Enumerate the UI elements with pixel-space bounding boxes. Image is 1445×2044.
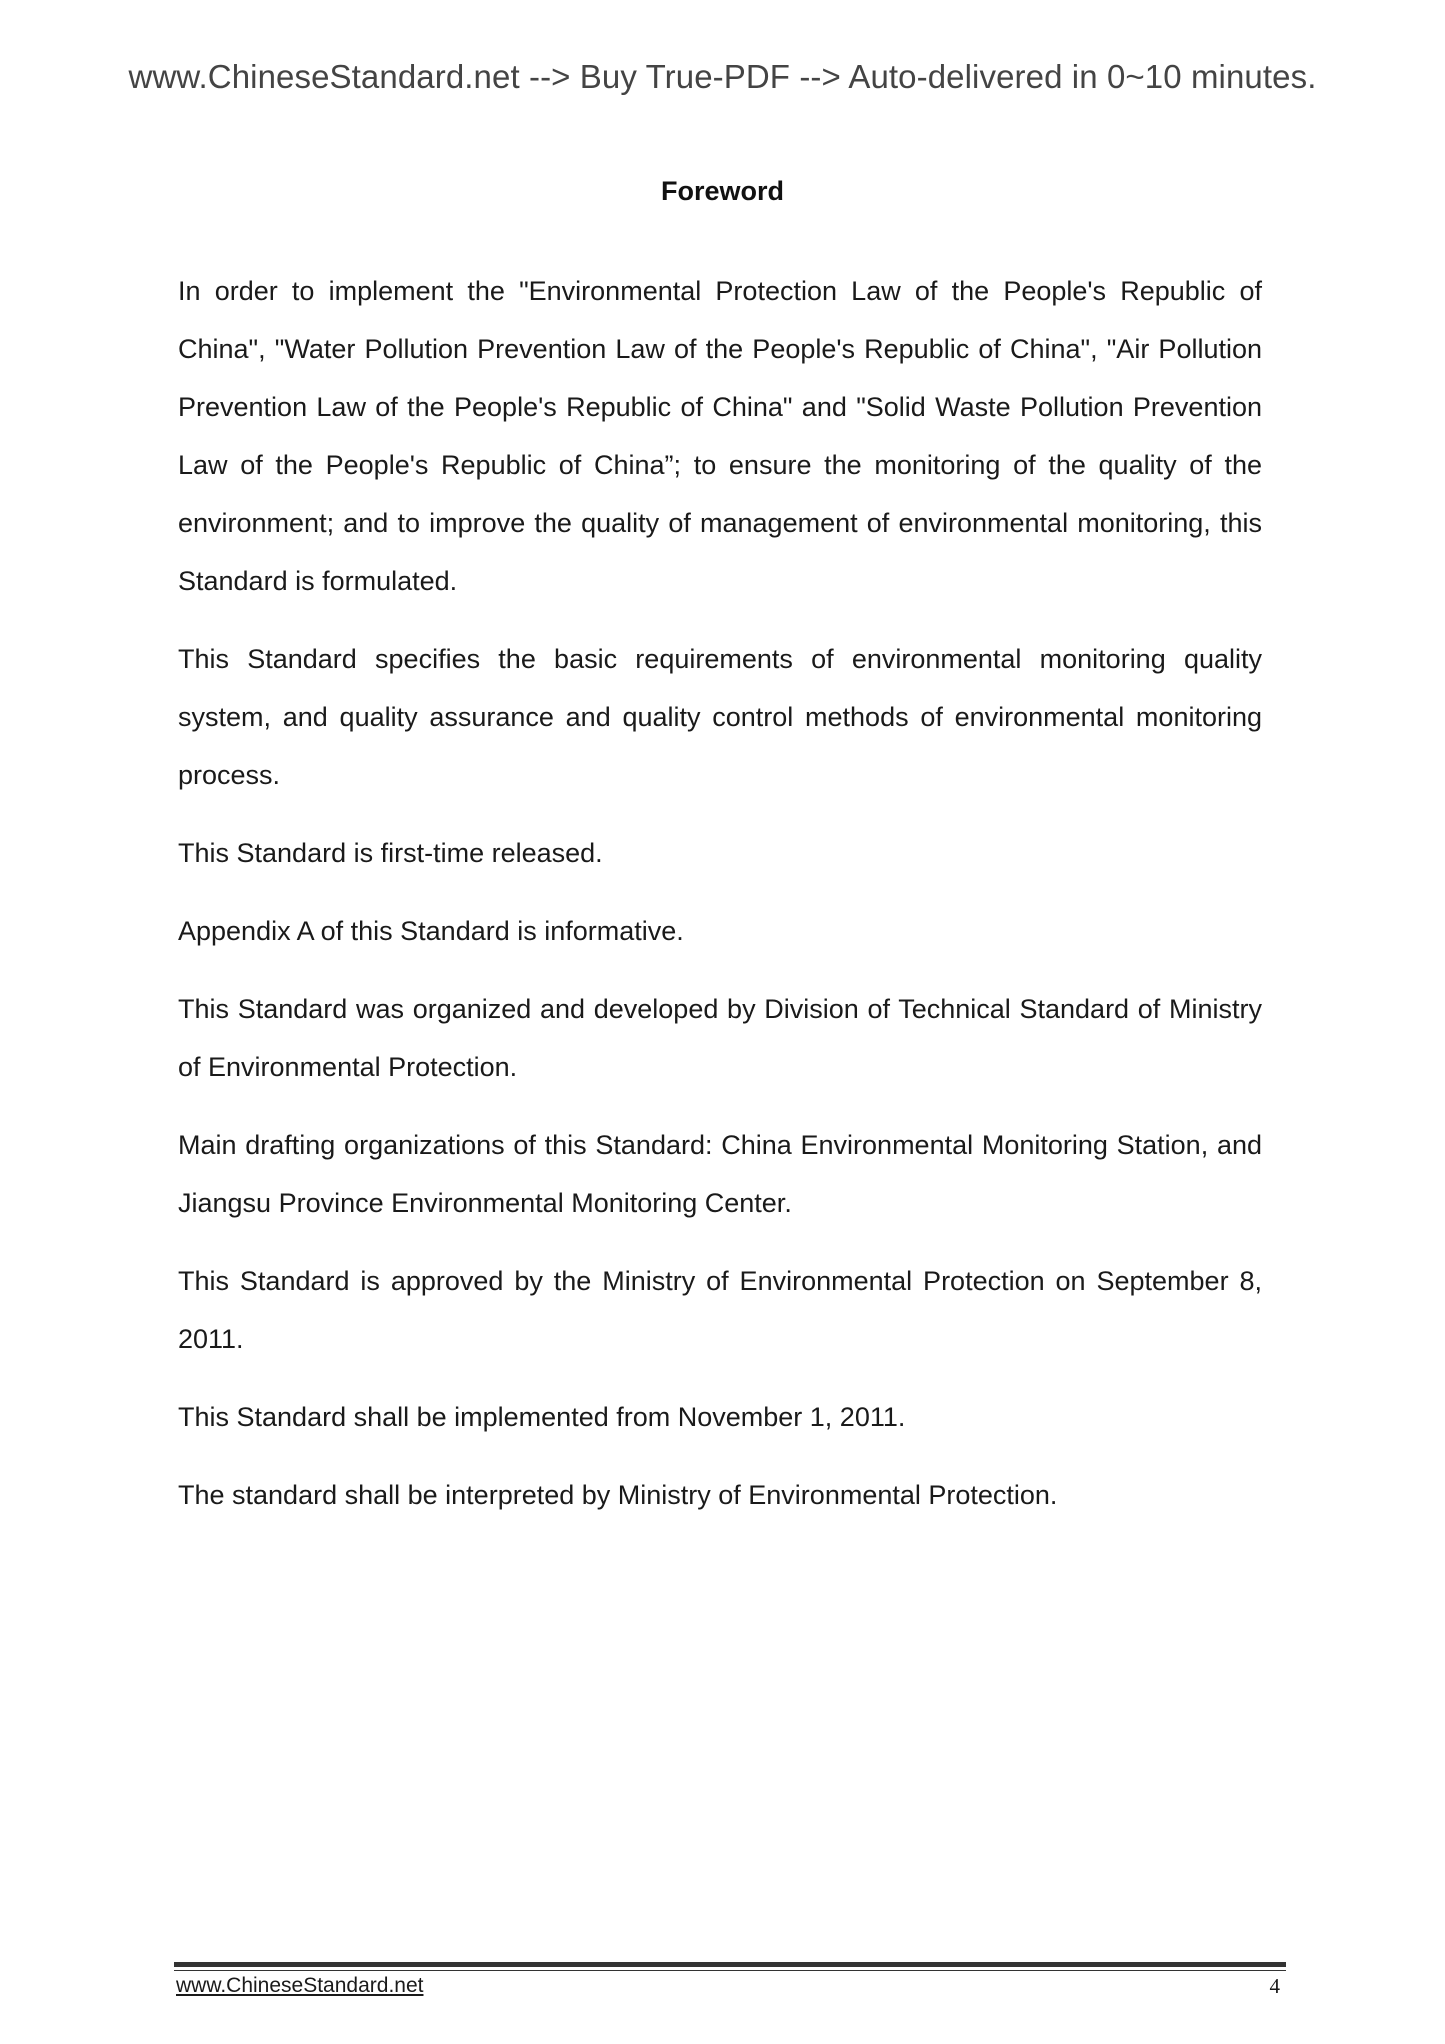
document-body — [178, 262, 1262, 1544]
paragraph-purpose: In order to implement the "Environmental Protection Law of the People's Republic of China", "Water Pollution Prevention Law of the People's Republic of China", "Air Pollution Prevention Law of the People's Republic of China" and "Solid Waste Pollution Prevention Law of the People's Republic of China”; to ensure the monitoring of the quality of the environment; and to improve the quality of management of environmental monitoring, this Standard is formulated. — [178, 276, 1262, 596]
paragraph-organizer: This Standard was organized and developed by Division of Technical Standard of Ministry of Environmental Protection. — [178, 994, 1262, 1082]
paragraph-implementation: This Standard shall be implemented from November 1, 2011. — [178, 1402, 906, 1432]
paragraph-release: This Standard is first-time released. — [178, 838, 603, 868]
paragraph-interpretation: The standard shall be interpreted by Ministry of Environmental Protection. — [178, 1480, 1058, 1510]
paragraph-appendix: Appendix A of this Standard is informative. — [178, 916, 684, 946]
page-title: Foreword — [660, 176, 784, 206]
footer-website-link[interactable]: www.ChineseStandard.net — [176, 1974, 424, 1997]
paragraph-drafters: Main drafting organizations of this Standard: China Environmental Monitoring Station, and Jiangsu Province Environmental Monitoring Center. — [178, 1130, 1262, 1218]
header-banner: www.ChineseStandard.net --> Buy True-PDF --> Auto-delivered in 0~10 minutes. — [128, 58, 1317, 95]
footer-divider-thin — [174, 1970, 1286, 1971]
page-number: 4 — [1269, 1974, 1280, 1998]
paragraph-approval: This Standard is approved by the Ministry of Environmental Protection on September 8, 2011. — [178, 1266, 1262, 1354]
footer-divider — [174, 1962, 1286, 1967]
paragraph-scope: This Standard specifies the basic requirements of environmental monitoring quality system, and quality assurance and quality control methods of environmental monitoring process. — [178, 644, 1262, 790]
